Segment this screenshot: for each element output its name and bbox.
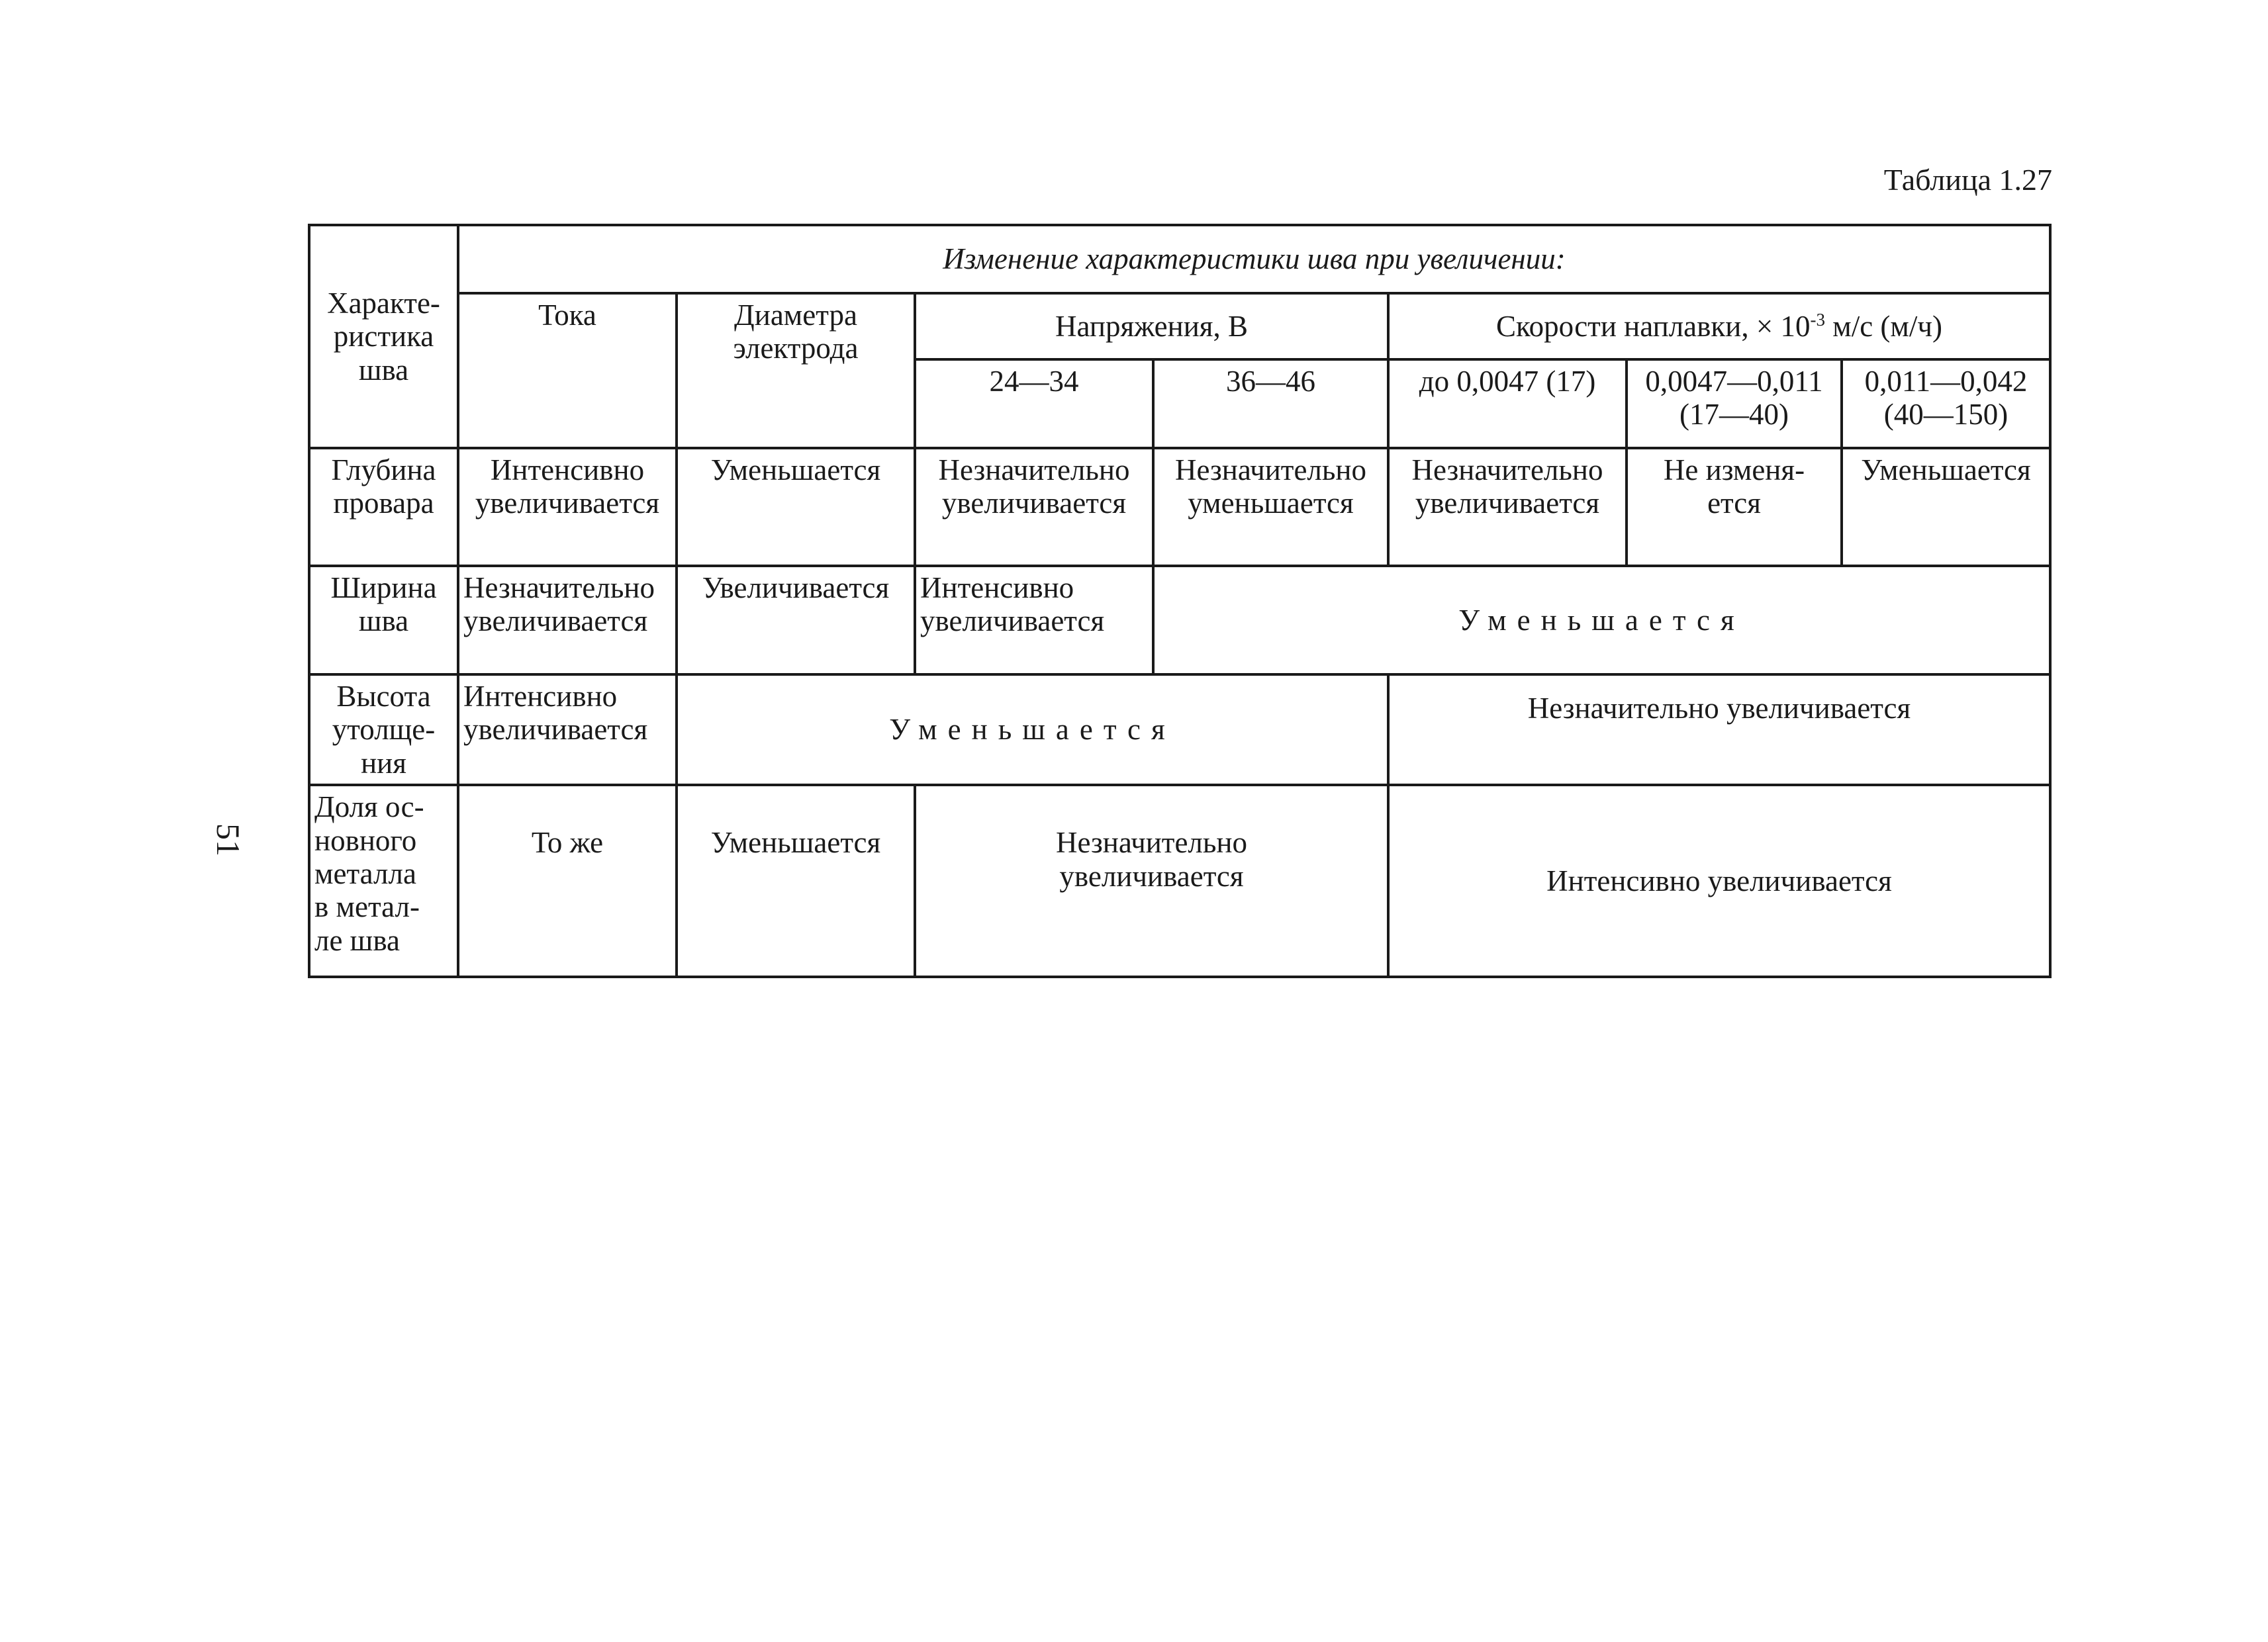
cell-diameter: Увеличивается <box>677 566 915 674</box>
cell-diameter: Уменьшается <box>677 785 915 977</box>
cell-current: Интенсивно увеличивается <box>458 448 677 566</box>
row-label: Глубина провара <box>309 448 458 566</box>
table-row <box>309 448 2050 566</box>
row-label: Доля ос- новного металла в метал- ле шва <box>309 785 458 977</box>
header-v2: 36—46 <box>1153 359 1388 448</box>
cell-v1: Незначительно увеличивается <box>915 448 1153 566</box>
header-current: Тока <box>458 293 677 448</box>
cell-v1: Интенсивно увеличивается <box>915 566 1153 674</box>
header-s1: до 0,0047 (17) <box>1388 359 1627 448</box>
cell-merged-a: Уменьшается <box>677 674 1388 785</box>
header-diameter: Диаметра электрода <box>677 293 915 448</box>
row-label: Ширина шва <box>309 566 458 674</box>
header-s2: 0,0047—0,011 (17—40) <box>1627 359 1842 448</box>
table-caption: Таблица 1.27 <box>1883 163 2052 197</box>
cell-current: Незначительно увеличивается <box>458 566 677 674</box>
header-s3: 0,011—0,042 (40—150) <box>1842 359 2050 448</box>
cell-diameter: Уменьшается <box>677 448 915 566</box>
table-row <box>309 674 2050 785</box>
data-table <box>308 224 2052 978</box>
table-row <box>309 785 2050 977</box>
cell-voltage: Незначительно увеличивается <box>915 785 1388 977</box>
cell-speed: Интенсивно увеличивается <box>1388 785 2050 977</box>
table-row <box>309 566 2050 674</box>
cell-s1: Незначительно увеличивается <box>1388 448 1627 566</box>
header-speed-exp: -3 <box>1810 309 1825 330</box>
header-speed <box>1388 293 2050 359</box>
header-speed-suffix: м/с (м/ч) <box>1824 309 1943 343</box>
header-v1: 24—34 <box>915 359 1153 448</box>
row-label: Высота утолще- ния <box>309 674 458 785</box>
cell-merged: Уменьшается <box>1153 566 2050 674</box>
cell-s2: Не изменя- ется <box>1627 448 1842 566</box>
cell-s3: Уменьшается <box>1842 448 2050 566</box>
header-row-label: Характе- ристика шва <box>309 225 458 448</box>
cell-merged-b: Незначительно увеличивается <box>1388 674 2050 785</box>
header-group-title: Изменение характеристики шва при увеличении: <box>458 225 2050 293</box>
header-voltage: Напряжения, В <box>915 293 1388 359</box>
cell-current: То же <box>458 785 677 977</box>
cell-current: Интенсивно увеличивается <box>458 674 677 785</box>
page-number: 51 <box>210 823 247 856</box>
cell-v2: Незначительно уменьшается <box>1153 448 1388 566</box>
header-speed-prefix: Скорости наплавки, × 10 <box>1495 309 1811 343</box>
